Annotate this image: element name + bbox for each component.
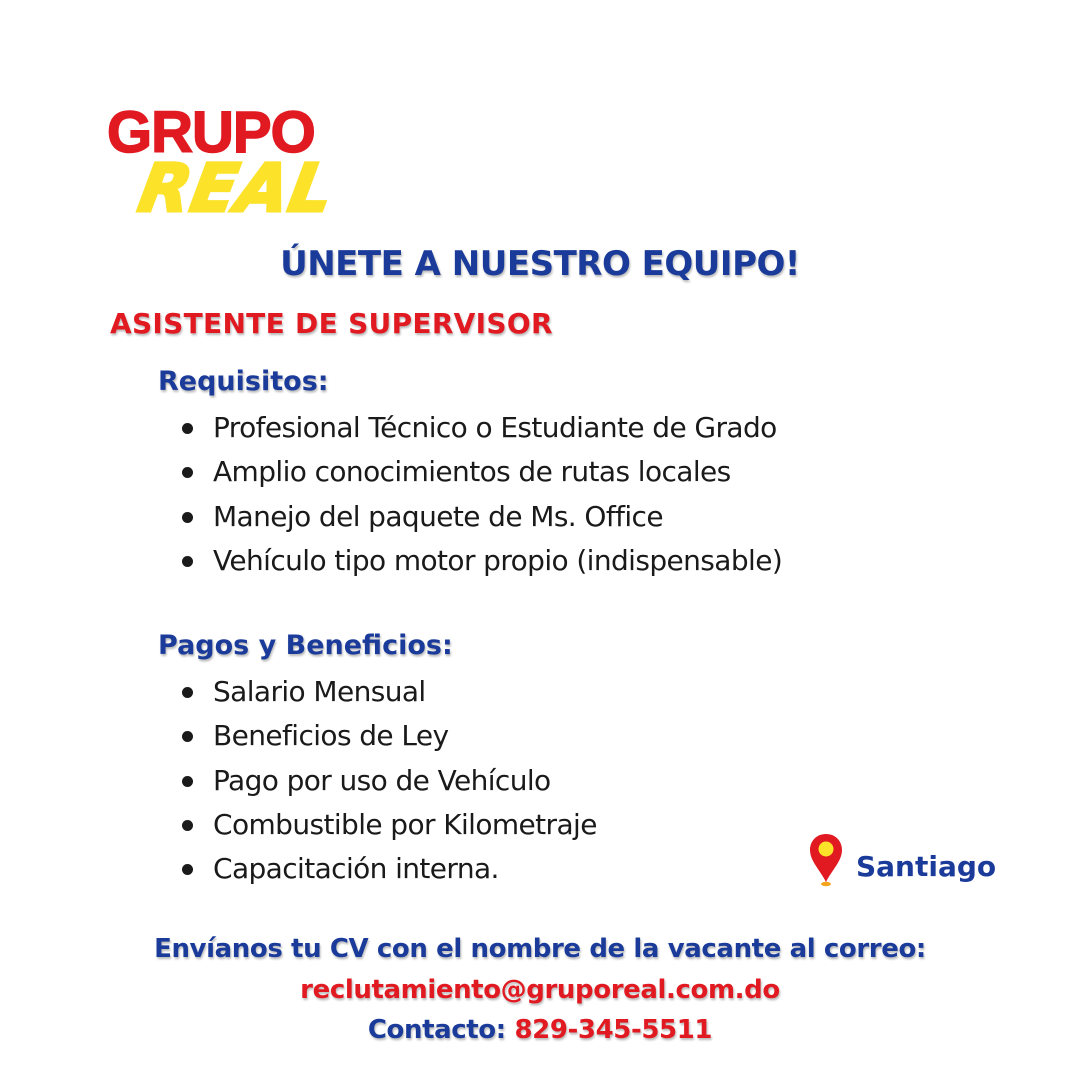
bullet-icon bbox=[182, 556, 193, 567]
contact-phone: 829-345-5511 bbox=[514, 1015, 713, 1045]
location-city: Santiago bbox=[856, 850, 997, 883]
benefit-text: Combustible por Kilometraje bbox=[213, 807, 597, 841]
benefits-list bbox=[180, 670, 597, 891]
benefits-title: Pagos y Beneficios: bbox=[158, 630, 453, 661]
logo-real-text: REAL bbox=[133, 150, 340, 227]
benefit-item bbox=[180, 847, 597, 891]
benefit-item bbox=[180, 670, 597, 714]
requirement-text: Vehículo tipo motor propio (indispensable) bbox=[213, 543, 783, 577]
requirement-text: Manejo del paquete de Ms. Office bbox=[213, 499, 663, 533]
benefit-text: Pago por uso de Vehículo bbox=[213, 763, 551, 797]
requirement-item bbox=[180, 539, 782, 583]
benefit-text: Beneficios de Ley bbox=[213, 719, 449, 753]
requirement-item bbox=[180, 495, 782, 539]
bullet-icon bbox=[182, 467, 193, 478]
requirement-text: Amplio conocimientos de rutas locales bbox=[213, 455, 731, 489]
requirements-title: Requisitos: bbox=[158, 366, 329, 397]
benefit-text: Salario Mensual bbox=[213, 675, 426, 708]
benefit-item bbox=[180, 759, 597, 803]
benefit-item bbox=[180, 714, 597, 758]
bullet-icon bbox=[182, 820, 193, 831]
benefit-item bbox=[180, 803, 597, 847]
bullet-icon bbox=[182, 776, 193, 787]
bullet-icon bbox=[182, 864, 193, 875]
bullet-icon bbox=[182, 423, 193, 434]
requirements-list bbox=[180, 406, 782, 583]
requirement-text: Profesional Técnico o Estudiante de Grado bbox=[213, 411, 777, 444]
requirement-item bbox=[180, 450, 782, 494]
bullet-icon bbox=[182, 731, 193, 742]
requirement-item bbox=[180, 406, 782, 450]
footer-email: reclutamiento@gruporeal.com.do bbox=[300, 975, 780, 1005]
logo-grupo-text: GRUPO bbox=[107, 100, 315, 165]
footer-instruction: Envíanos tu CV con el nombre de la vacante al correo: bbox=[154, 934, 926, 964]
benefit-text: Capacitación interna. bbox=[213, 852, 499, 886]
contact-label: Contacto: bbox=[367, 1015, 506, 1045]
headline: ÚNETE A NUESTRO EQUIPO! bbox=[280, 244, 800, 284]
bullet-icon bbox=[182, 512, 193, 523]
bullet-icon bbox=[182, 687, 193, 698]
location-pin-icon bbox=[808, 832, 844, 888]
footer-contact bbox=[0, 1015, 1080, 1045]
position-title: ASISTENTE DE SUPERVISOR bbox=[110, 307, 553, 340]
